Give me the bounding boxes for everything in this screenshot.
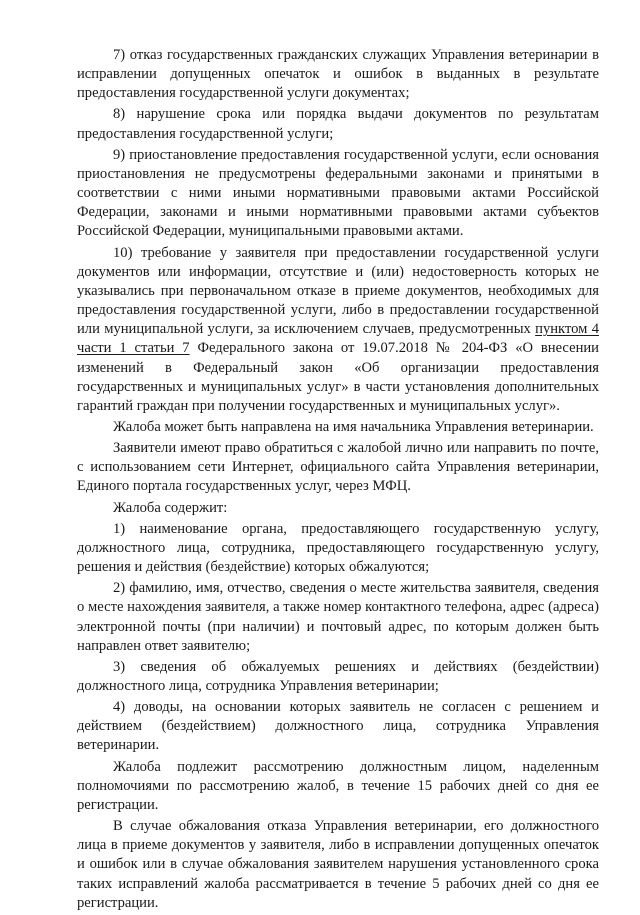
review-term-paragraph (77, 758, 599, 815)
complaint-item-4 (77, 698, 599, 755)
paragraph-text: Жалоба подлежит рассмотрению должностным лицом, наделенным полномочиями по рассмотрению жалоб, в течение 15 рабочих дней со дня ее регистрации. (77, 758, 599, 813)
complaint-address-paragraph (77, 418, 599, 437)
paragraph-text: В случае обжалования отказа Управления ветеринарии, его должностного лица в приеме документов у заявителя, либо в исправлении допущенных опечаток и ошибок или в случае обжалования заявителем нарушения установленного срока таких исправлений жалоба рассматривается в течение 5 рабочих дней со дня ее регистрации. (77, 818, 599, 911)
complaint-item-1 (77, 520, 599, 577)
paragraph-text: Заявители имеют право обратиться с жалобой лично или направить по почте, с использованием сети Интернет, официального сайта Управления ветеринарии, Единого портала государственных услуг, через МФЦ. (77, 440, 599, 495)
paragraph-item-9 (77, 146, 599, 242)
paragraph-text: 9) приостановление предоставления государственной услуги, если основания приостановления не предусмотрены федеральными законами и принятыми в соответствии с ними иными нормативными правовыми актами Российской Федерации, законами и иными нормативными правовыми актами субъектов Российской Федерации, муниципальными правовыми актами. (77, 146, 599, 240)
paragraph-text: Федерального закона от 19.07.2018 № 204-ФЗ «О внесении изменений в Федеральный закон «Об организации предоставления государственных и муниципальных услуг» в части установления дополнительных гарантий граждан при получении государственных и муниципальных услуг». (77, 340, 599, 414)
paragraph-text: Жалоба может быть направлена на имя начальника Управления ветеринарии. (113, 418, 594, 435)
complaint-item-2 (77, 579, 599, 656)
paragraph-item-8 (77, 105, 599, 143)
paragraph-text: 10) требование у заявителя при предоставлении государственной услуги документов или информации, отсутствие и (или) недостоверность которых не указывались при первоначальном отказе в приеме документов, необходимых для предоставления государственной услуги, либо в предоставлении государственной или муниципальной услуги, за исключением случаев, предусмотренных (77, 244, 599, 338)
complaint-contents-heading (77, 499, 599, 518)
paragraph-text: 2) фамилию, имя, отчество, сведения о месте жительства заявителя, сведения о месте нахождения заявителя, а также номер контактного телефона, адрес (адреса) электронной почты (при наличии) и почтовый адрес, по которым должен быть направлен ответ заявителю; (77, 580, 599, 654)
complaint-item-3 (77, 658, 599, 696)
paragraph-text: 7) отказ государственных гражданских служащих Управления ветеринарии в исправлении допущенных опечаток и ошибок в выданных в результате предоставления государственной услуги документах; (77, 47, 599, 102)
paragraph-text: 3) сведения об обжалуемых решениях и действиях (бездействии) должностного лица, сотрудника Управления ветеринарии; (77, 658, 599, 694)
refusal-appeal-paragraph (77, 817, 599, 913)
document-page (77, 46, 599, 915)
paragraph-text: 4) доводы, на основании которых заявитель не согласен с решением и действием (бездействием) должностного лица, сотрудника Управления ветеринарии. (77, 699, 599, 754)
paragraph-text: 8) нарушение срока или порядка выдачи документов по результатам предоставления государственной услуги; (77, 106, 599, 142)
paragraph-item-10 (77, 244, 599, 416)
paragraph-item-7 (77, 46, 599, 103)
paragraph-text: 1) наименование органа, предоставляющего государственную услугу, должностного лица, сотрудника, предоставляющего государственную услугу, решения и действия (бездействие) которых обжалуются; (77, 520, 599, 576)
paragraph-text: Жалоба содержит: (113, 499, 228, 516)
law-reference-link[interactable]: пунктом 4 части 1 статьи 7 (77, 321, 599, 357)
applicants-right-paragraph (77, 439, 599, 496)
